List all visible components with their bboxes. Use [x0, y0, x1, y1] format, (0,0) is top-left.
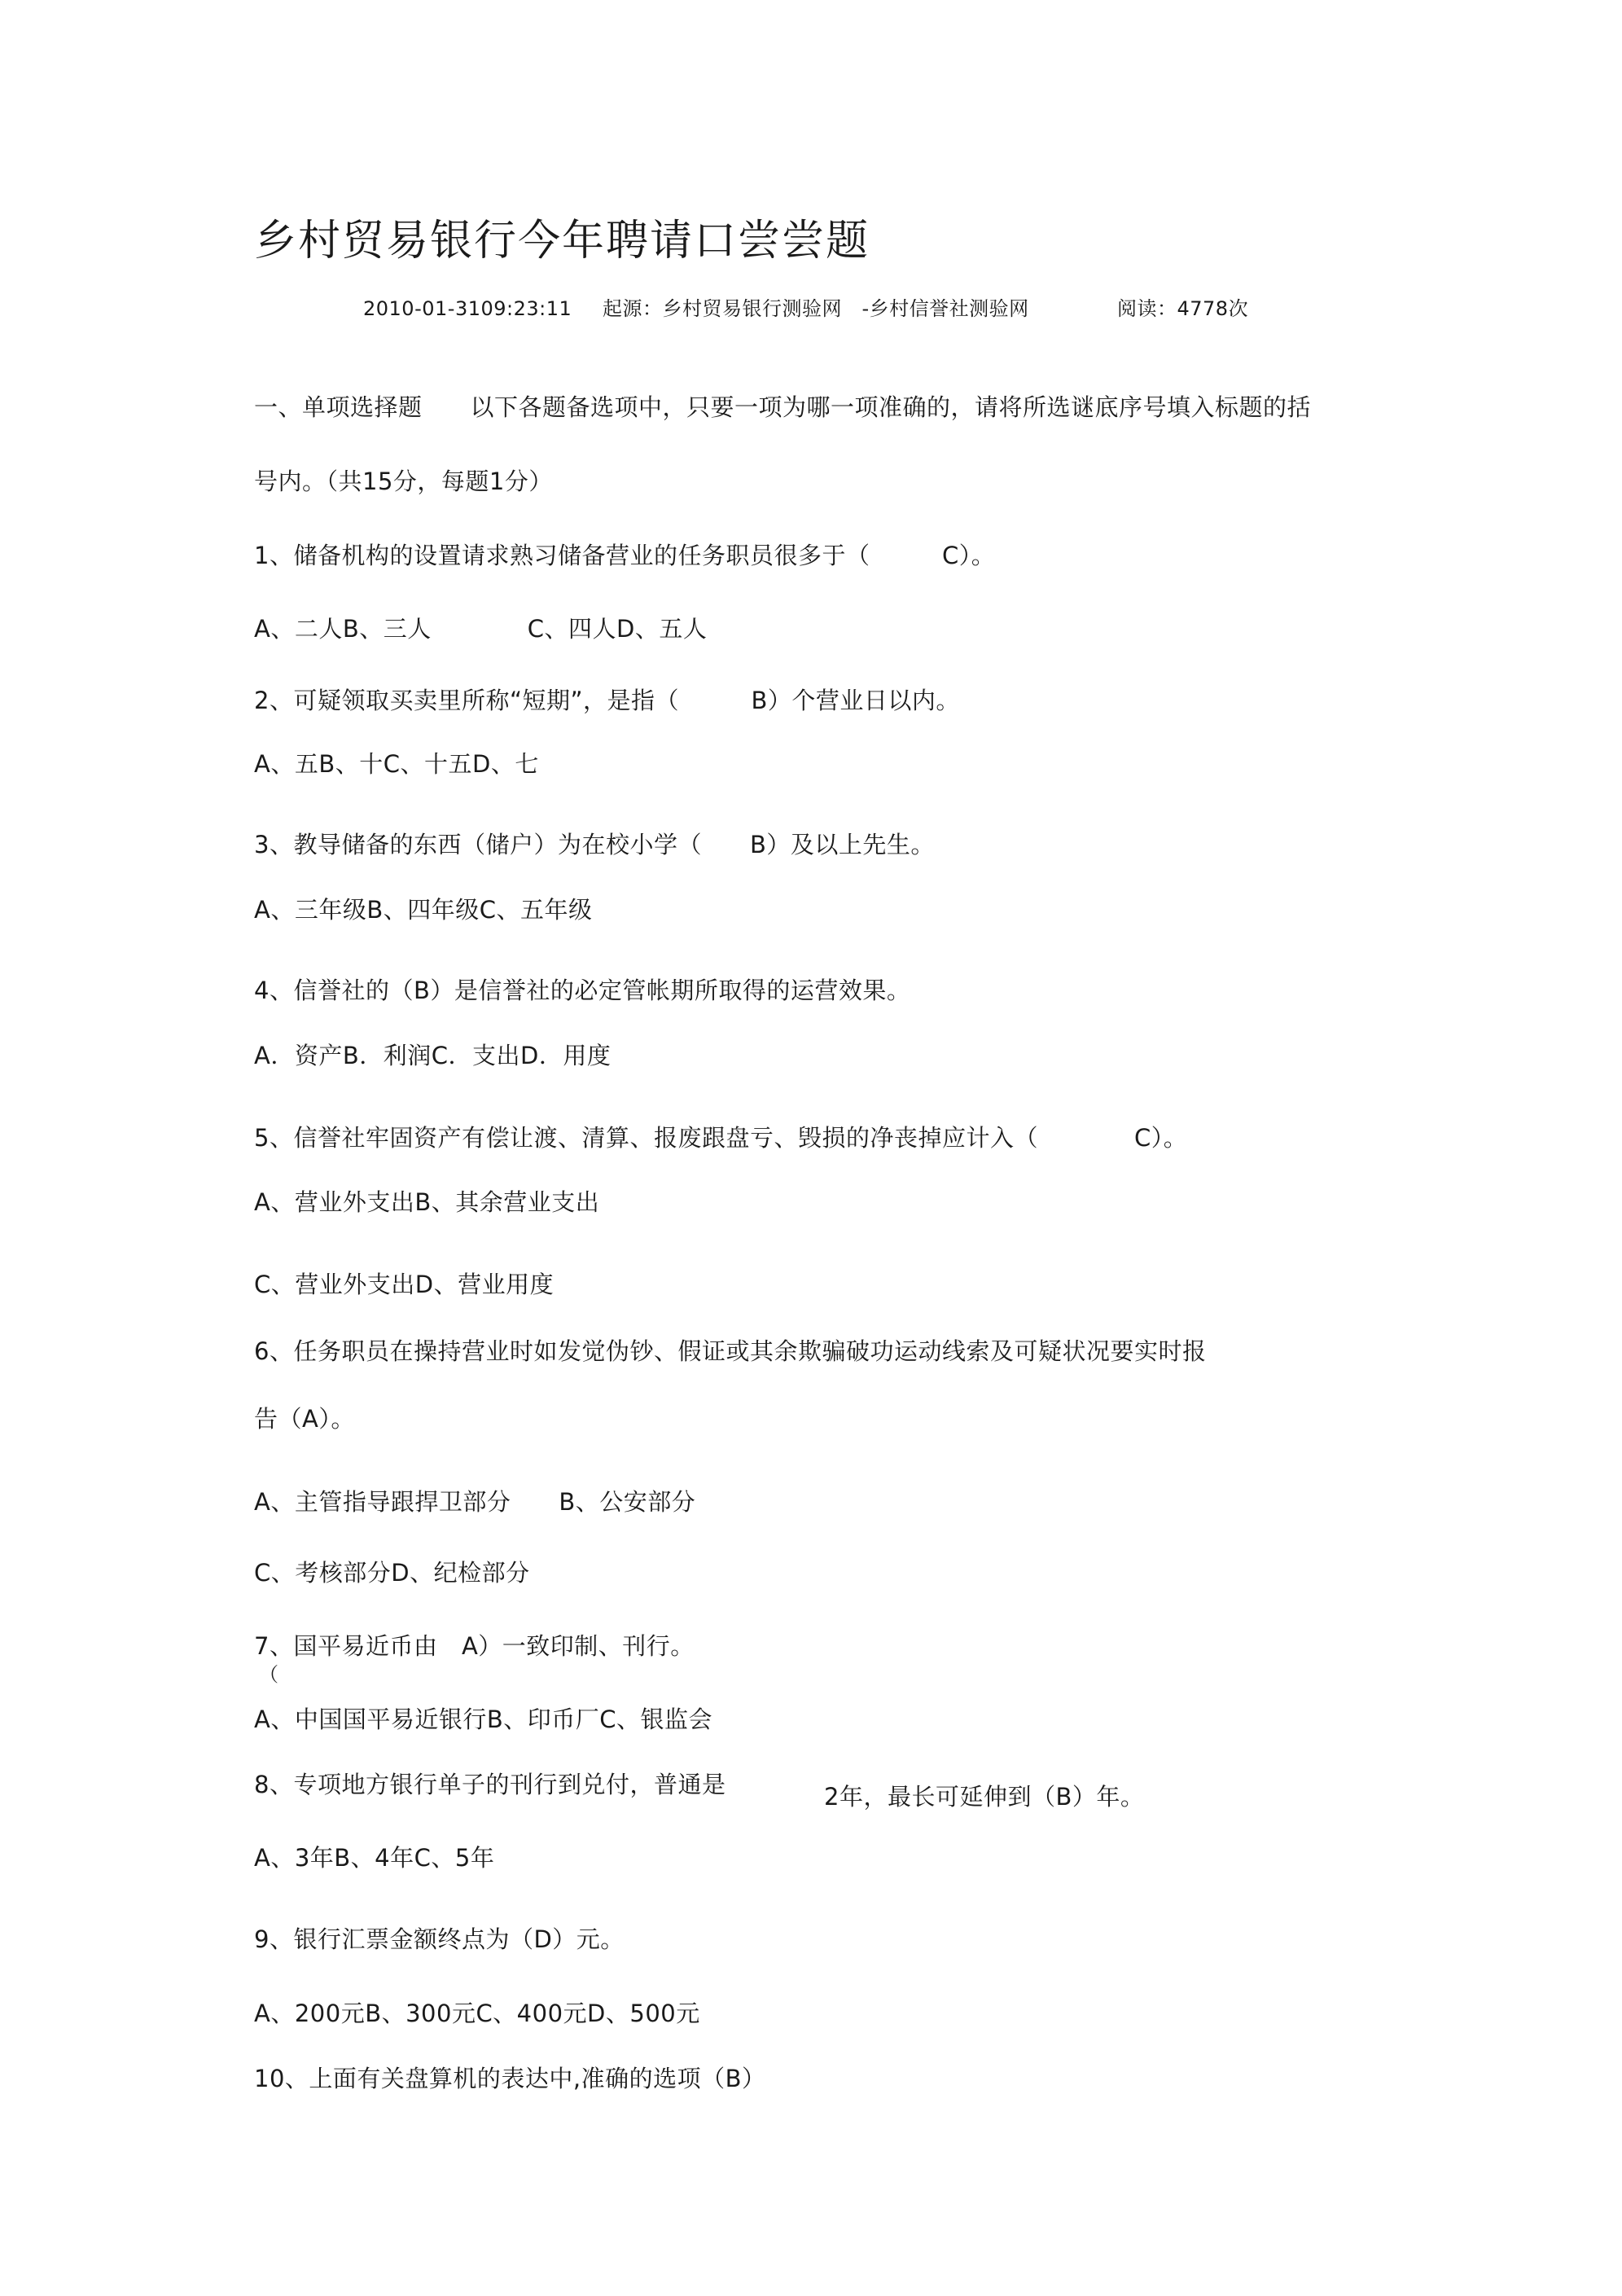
question-3-options: A、三年级B、四年级C、五年级 — [254, 896, 593, 924]
question-2-stem: 2、可疑领取买卖里所称“短期”，是指（ B）个营业日以内。 — [254, 687, 960, 714]
source-line: 起源：乡村贸易银行测验网 -乡村信誉社测验网 — [603, 297, 1029, 320]
question-5-stem: 5、信誉社牢固资产有偿让渡、清算、报废跟盘亏、毁损的净丧掉应计入（ C）。 — [254, 1124, 1188, 1152]
question-2-options: A、五B、十C、十五D、七 — [254, 750, 539, 778]
read-count: 阅读：4778次 — [1117, 297, 1249, 320]
question-5-options-1: A、营业外支出B、其余营业支出 — [254, 1188, 600, 1216]
question-1-stem: 1、储备机构的设置请求熟习储备营业的任务职员很多于（ C）。 — [254, 542, 996, 569]
page-title: 乡村贸易银行今年聘请口尝尝题 — [254, 217, 870, 266]
publish-datetime: 2010-01-3109:23:11 — [363, 297, 572, 320]
question-4-stem: 4、信誉社的（B）是信誉社的必定管帐期所取得的运营效果。 — [254, 977, 911, 1004]
question-5-options-2: C、营业外支出D、营业用度 — [254, 1271, 555, 1298]
section-intro-line-2: 号内。（共15分，每题1分） — [254, 468, 553, 495]
question-6-stem-1: 6、任务职员在操持营业时如发觉伪钞、假证或其余欺骗破功运动线索及可疑状况要实时报 — [254, 1337, 1207, 1365]
question-1-options: A、二人B、三人 C、四人D、五人 — [254, 615, 708, 643]
question-8-stem-a: 8、专项地方银行单子的刊行到兑付，普通是 — [254, 1771, 726, 1798]
section-intro-line-1: 一、单项选择题 以下各题备选项中，只要一项为哪一项准确的，请将所选谜底序号填入标题的括 — [254, 393, 1312, 421]
question-10-stem: 10、上面有关盘算机的表达中,准确的选项（B） — [254, 2065, 766, 2092]
question-6-stem-2: 告（A）。 — [254, 1405, 355, 1433]
question-6-options-1: A、主管指导跟捍卫部分 B、公安部分 — [254, 1488, 696, 1516]
question-8-stem-b: 2年，最长可延伸到（B）年。 — [824, 1783, 1145, 1811]
question-4-options: A．资产B．利润C．支出D．用度 — [254, 1042, 612, 1069]
question-8-options: A、3年B、4年C、5年 — [254, 1844, 495, 1872]
question-7-paren: （ — [259, 1663, 279, 1686]
question-6-options-2: C、考核部分D、纪检部分 — [254, 1559, 530, 1587]
question-9-stem: 9、银行汇票金额终点为（D）元。 — [254, 1925, 625, 1953]
question-7-options: A、中国国平易近银行B、印币厂C、银监会 — [254, 1706, 712, 1733]
question-3-stem: 3、教导储备的东西（储户）为在校小学（ B）及以上先生。 — [254, 831, 935, 858]
question-9-options: A、200元B、300元C、400元D、500元 — [254, 2000, 700, 2027]
question-7-stem: 7、国平易近币由 A）一致印制、刊行。 — [254, 1632, 695, 1660]
